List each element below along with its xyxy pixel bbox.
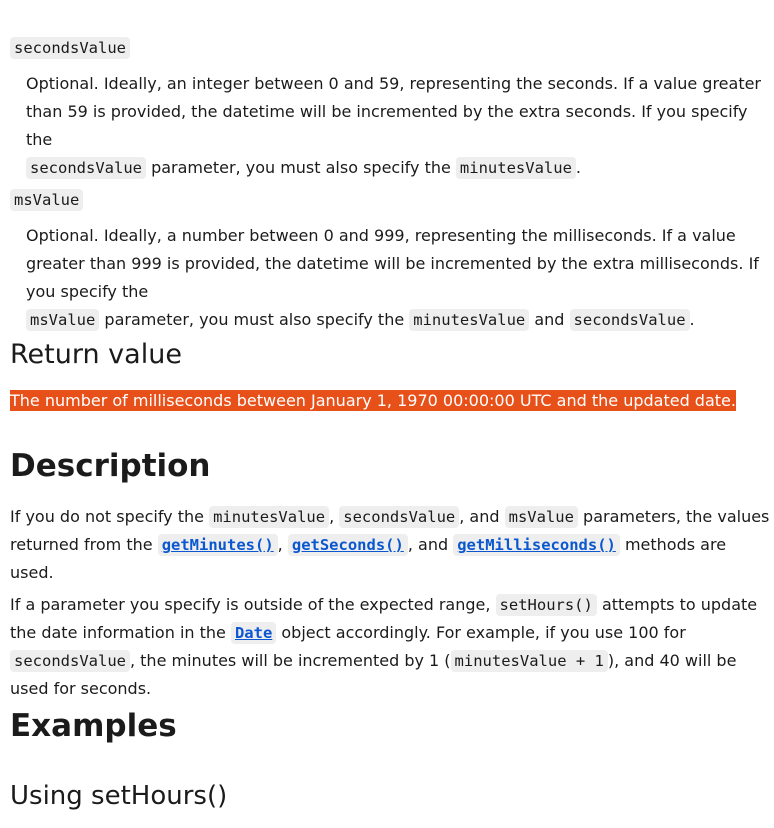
para-text: If a parameter you specify is outside of the expected range, <box>10 595 491 614</box>
desc-text: parameter, you must also specify the <box>104 310 405 329</box>
description-paragraph-1 <box>10 503 774 587</box>
desc-text: . <box>575 158 581 177</box>
para-text: attempts to update the date information in the <box>10 595 758 642</box>
return-value-text <box>10 387 774 415</box>
param-desc-seconds <box>26 70 774 182</box>
para-text: , the minutes will be incremented by 1 ( <box>129 651 451 670</box>
desc-text: and <box>534 310 565 329</box>
param-name-seconds: secondsValue <box>10 37 130 59</box>
inline-code: secondsValue <box>26 157 146 179</box>
desc-text: Optional. Ideally, a number between 0 and 999, representing the milliseconds. If a value greater than 999 is provided, the datetime will be incremented by the extra milliseconds. If you specify the <box>26 226 759 301</box>
inline-code: minutesValue <box>456 157 576 179</box>
inline-code: secondsValue <box>570 309 690 331</box>
inline-code: setHours() <box>496 594 597 616</box>
getminutes-link[interactable]: getMinutes() <box>158 534 278 556</box>
param-name-ms: msValue <box>10 189 83 211</box>
para-text: parameters, the values returned from the <box>10 507 770 554</box>
using-sethours-heading: Using setHours() <box>10 781 228 811</box>
desc-text: . <box>689 310 695 329</box>
para-text: , and <box>459 507 500 526</box>
inline-code: secondsValue <box>339 506 459 528</box>
param-term-seconds <box>10 36 130 60</box>
para-text: ), and 40 will be used for seconds. <box>10 651 737 698</box>
inline-code: minutesValue <box>209 506 329 528</box>
param-term-ms <box>10 188 83 212</box>
return-value-heading: Return value <box>10 339 182 370</box>
para-text: , and <box>407 535 449 554</box>
getseconds-link[interactable]: getSeconds() <box>288 534 408 556</box>
date-link[interactable]: Date <box>231 622 276 644</box>
desc-text: parameter, you must also specify the <box>151 158 451 177</box>
inline-code: secondsValue <box>10 650 130 672</box>
para-text: methods are used. <box>10 535 727 582</box>
para-text: If you do not specify the <box>10 507 204 526</box>
inline-code: msValue <box>505 506 578 528</box>
description-paragraph-2 <box>10 591 774 703</box>
desc-text: Optional. Ideally, an integer between 0 and 59, representing the seconds. If a value greater than 59 is provided, the datetime will be incremented by the extra seconds. If you specify the <box>26 74 762 149</box>
highlighted-text: The number of milliseconds between January 1, 1970 00:00:00 UTC and the updated date. <box>10 391 736 410</box>
description-heading: Description <box>10 448 211 484</box>
inline-code: msValue <box>26 309 99 331</box>
examples-heading: Examples <box>10 708 177 744</box>
param-desc-ms <box>26 222 774 334</box>
para-text: , <box>329 507 335 526</box>
para-text: object accordingly. For example, if you use 100 for <box>281 623 686 642</box>
inline-code: minutesValue + 1 <box>451 650 608 672</box>
inline-code: minutesValue <box>409 309 529 331</box>
getmilliseconds-link[interactable]: getMilliseconds() <box>453 534 620 556</box>
para-text: , <box>277 535 283 554</box>
